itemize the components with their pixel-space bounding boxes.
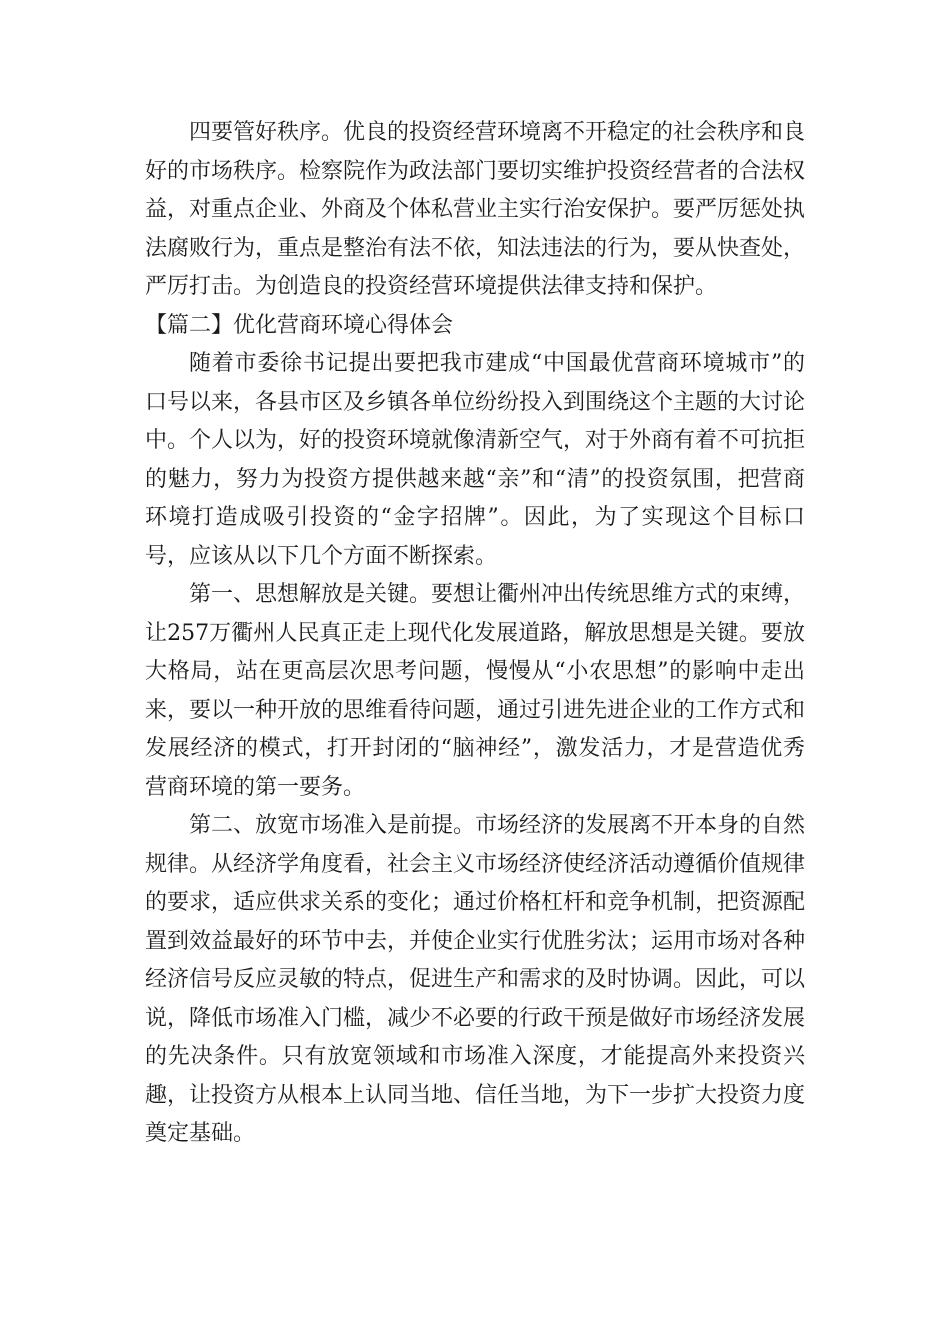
document-page — [145, 114, 805, 1154]
paragraph-order: 四要管好秩序。优良的投资经营环境离不开稳定的社会秩序和良好的市场秩序。检察院作为政法部门要切实维护投资经营者的合法权益，对重点企业、外商及个体私营业主实行治安保护。要严厉惩处执法腐败行为，重点是整治有法不依，知法违法的行为，要从快查处，严厉打击。为创造良的投资经营环境提供法律支持和保护。 — [145, 120, 806, 299]
paragraph-point-one: 第一、思想解放是关键。要想让衢州冲出传统思维方式的束缚，让257万衢州人民真正走上现代化发展道路，解放思想是关键。要放大格局，站在更高层次思考问题，慢慢从“小农思想”的影响中走出来，要以一种开放的思维看待问题，通过引进先进企业的工作方式和发展经济的模式，打开封闭的“脑神经”，激发活力，才是营造优秀营商环境的第一要务。 — [145, 582, 806, 800]
paragraph-intro: 随着市委徐书记提出要把我市建成“中国最优营商环境城市”的口号以来，各县市区及乡镇各单位纷纷投入到围绕这个主题的大讨论中。个人以为，好的投资环境就像清新空气，对于外商有着不可抗拒的魅力，努力为投资方提供越来越“亲”和“清”的投资氛围，把营商环境打造成吸引投资的“金字招牌”。因此，为了实现这个目标口号，应该从以下几个方面不断探索。 — [145, 351, 806, 569]
paragraph-point-two: 第二、放宽市场准入是前提。市场经济的发展离不开本身的自然规律。从经济学角度看，社会主义市场经济使经济活动遵循价值规律的要求，适应供求关系的变化；通过价格杠杆和竞争机制，把资源配置到效益最好的环节中去，并使企业实行优胜劣汰；运用市场对各种经济信号反应灵敏的特点，促进生产和需求的及时协调。因此，可以说，降低市场准入门槛，减少不必要的行政干预是做好市场经济发展的先决条件。只有放宽领域和市场准入深度，才能提高外来投资兴趣，让投资方从根本上认同当地、信任当地，为下一步扩大投资力度奠定基础。 — [145, 813, 806, 1146]
section-heading: 【篇二】优化营商环境心得体会 — [145, 312, 454, 338]
